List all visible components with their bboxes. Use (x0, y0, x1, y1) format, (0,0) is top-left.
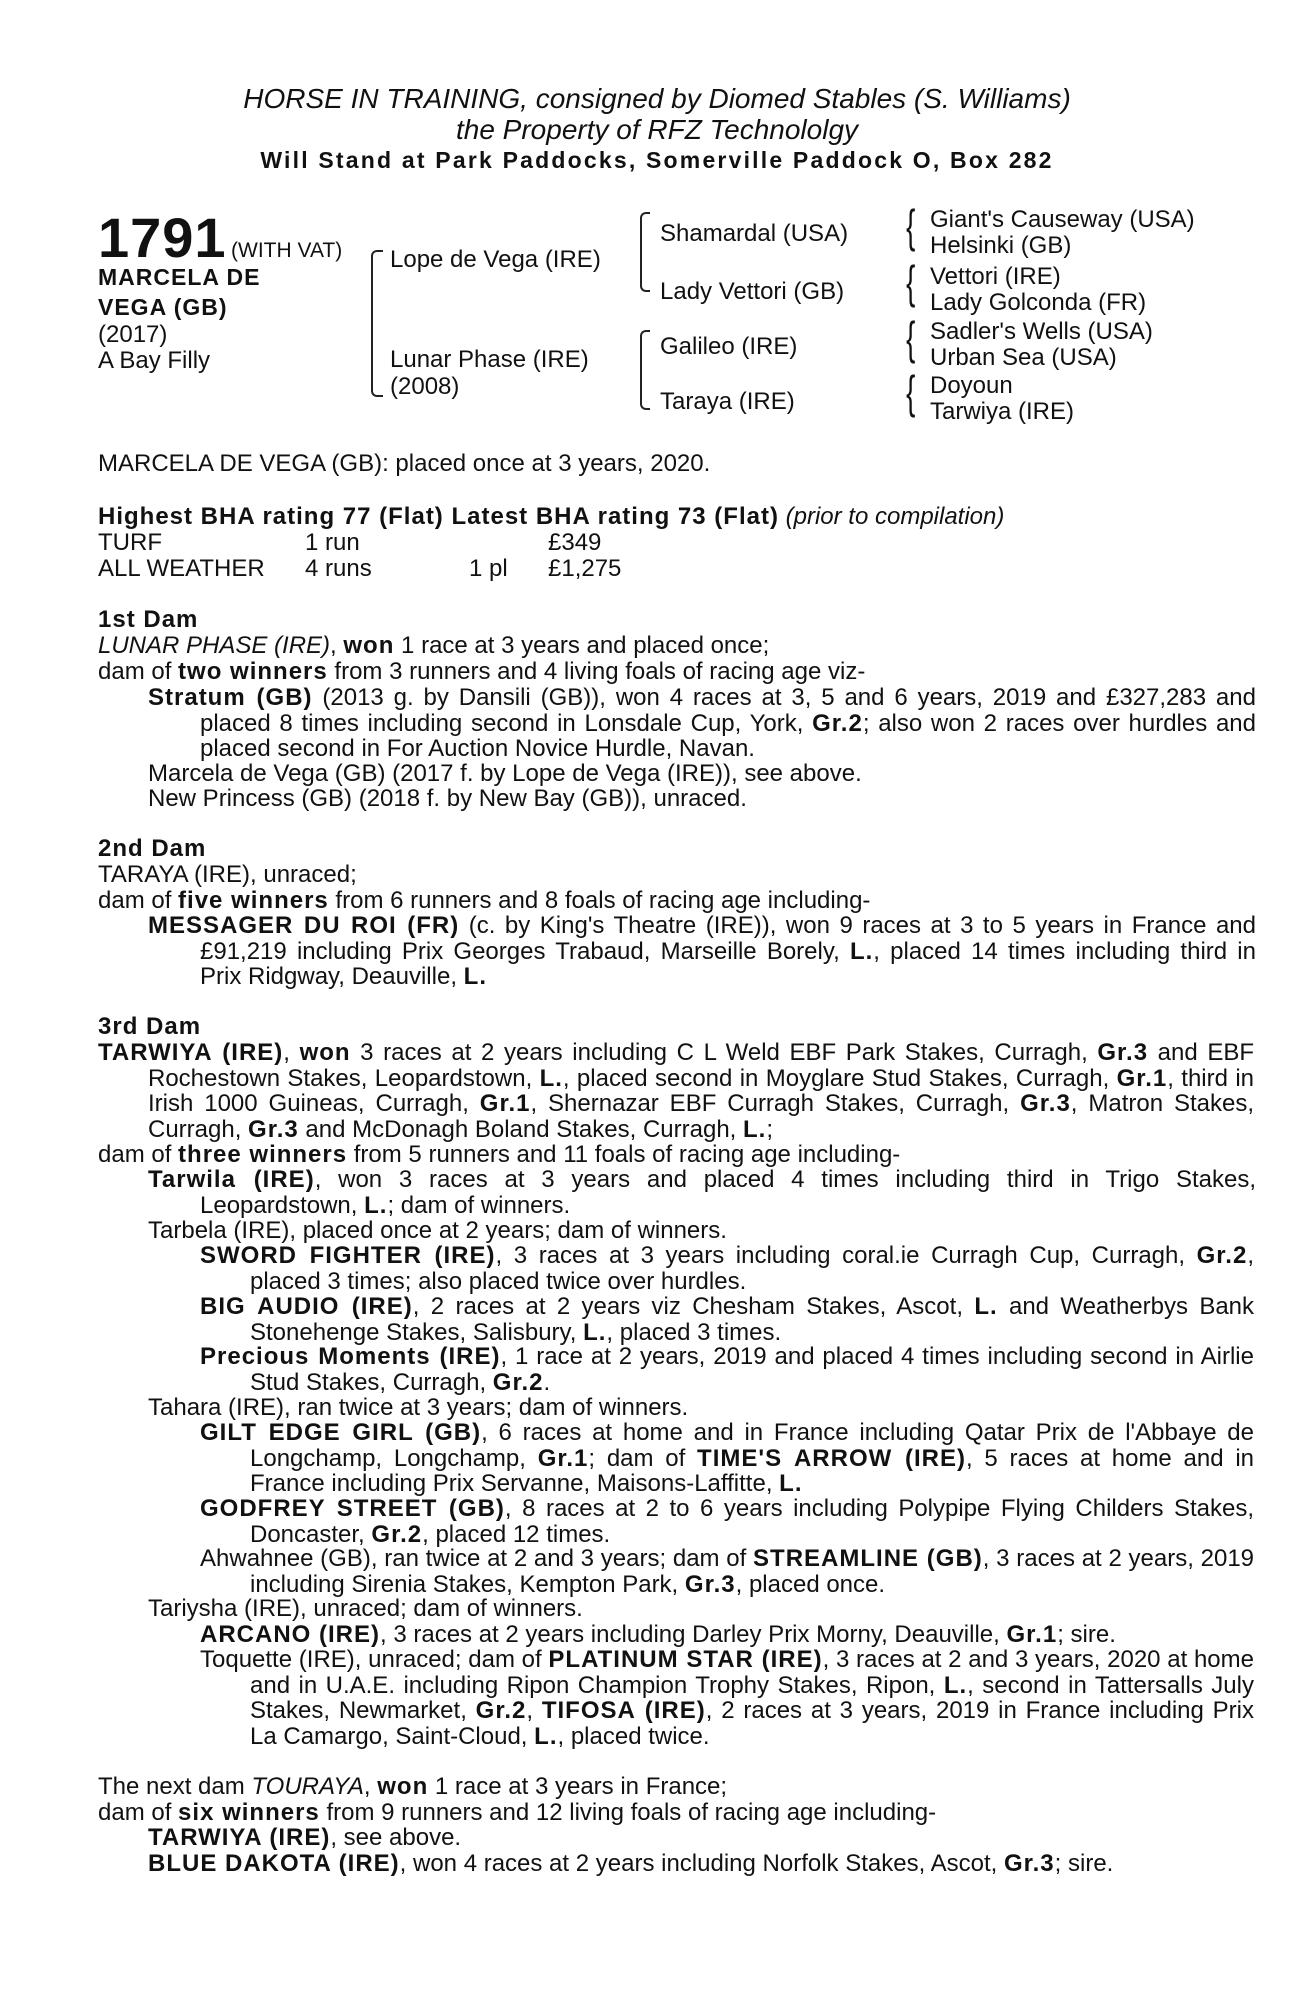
bha-ratings (98, 503, 1004, 531)
text: , placed 3 times; also placed twice over hurdles. (250, 1242, 1254, 1295)
marcela-entry: Marcela de Vega (GB) (2017 f. by Lope de Vega (IRE)), see above. (148, 760, 862, 787)
sire-dam-bracket (371, 250, 383, 397)
text: Ahwahnee (GB), ran twice at 2 and 3 years; dam of (200, 1545, 754, 1572)
text: , 3 races at 2 years, 2019 including Sirenia Stakes, Kempton Park, (250, 1545, 1255, 1598)
listed-label: L. (539, 1064, 563, 1092)
second-dam-line: TARAYA (IRE), unraced; (98, 861, 357, 888)
text: (c. by King's Theatre (IRE)), won 9 races at 3 to 5 years in France and £91,219 including Prix Georges Trabaud, Marseille Borely, (200, 912, 1257, 965)
dam-name: Lunar Phase (IRE) (390, 346, 589, 373)
sword-fighter-name: SWORD FIGHTER (IRE) (200, 1242, 496, 1269)
horse-description: A Bay Filly (98, 347, 211, 374)
lot-number-row (98, 205, 342, 270)
listed-label: L. (743, 1115, 767, 1143)
gilt-edge-girl-name: GILT EDGE GIRL (GB) (200, 1419, 482, 1446)
group-label: Gr.2 (492, 1368, 544, 1396)
toquette-entry (200, 1647, 1254, 1749)
winners-count: two winners (178, 658, 328, 685)
text: , second in Tattersalls July Stakes, Newmarket, (250, 1671, 1254, 1724)
text: and Weatherbys Bank Stonehenge Stakes, Salisbury, (250, 1293, 1255, 1346)
group-label: Gr.2 (475, 1697, 527, 1724)
brace-1: { (906, 200, 916, 252)
text: 3 races at 2 years including C L Weld EBF Park Stakes, Curragh, (350, 1039, 1098, 1066)
sdd-name: Lady Golconda (FR) (930, 289, 1147, 316)
won-label: won (299, 1039, 351, 1066)
group-label: Gr.1 (479, 1090, 531, 1117)
arcano-name: ARCANO (IRE) (200, 1621, 380, 1648)
tarwila-name: Tarwila (IRE) (148, 1166, 315, 1193)
horse-name-line1: MARCELA DE (98, 264, 261, 290)
won-label: won (343, 632, 395, 659)
dam-sire: Galileo (IRE) (660, 333, 798, 360)
precious-moments-name: Precious Moments (IRE) (200, 1343, 501, 1370)
text: from 3 runners and 4 living foals of racing age viz- (327, 658, 866, 685)
text: dam of (98, 887, 179, 914)
record-surface-1: ALL WEATHER (98, 555, 265, 582)
first-dam-record: 1 race at 3 years and placed once; (394, 632, 770, 659)
text: , placed once. (735, 1570, 886, 1598)
tarwiya-ref-name: TARWIYA (IRE) (148, 1824, 331, 1851)
blue-dakota-name: BLUE DAKOTA (IRE) (148, 1850, 400, 1877)
text: dam of (98, 1799, 179, 1826)
record-runs-1: 4 runs (305, 555, 372, 582)
group-label: Gr.3 (1020, 1090, 1071, 1117)
winners-count: three winners (178, 1141, 348, 1168)
listed-label: L. (583, 1318, 607, 1346)
text: , placed 12 times. (422, 1520, 611, 1548)
tarwiya-name: TARWIYA (IRE) (98, 1039, 284, 1066)
record-runs-0: 1 run (305, 529, 360, 556)
stabling-line: Will Stand at Park Paddocks, Somerville Paddock O, Box 282 (260, 147, 1054, 173)
next-dam-line (98, 1774, 1208, 1800)
group-label: Gr.3 (1003, 1850, 1055, 1877)
text: , won 3 races at 3 years and placed 4 times including third in Trigo Stakes, Leopardstown, (200, 1166, 1257, 1219)
third-dam-produce-line (98, 1142, 1208, 1168)
text: , see above. (330, 1824, 462, 1851)
dam-parents-bracket (640, 330, 650, 410)
tahara-entry: Tahara (IRE), ran twice at 3 years; dam of winners. (148, 1394, 689, 1421)
brace-2: { (906, 256, 916, 308)
listed-label: L. (463, 963, 487, 990)
stratum-name: Stratum (GB) (148, 684, 313, 711)
text: , 3 races at 3 years including coral.ie Curragh Cup, Curragh, (495, 1242, 1197, 1269)
tariysha-entry: Tariysha (IRE), unraced; dam of winners. (148, 1595, 583, 1622)
group-label: Gr.3 (684, 1570, 736, 1598)
text: ; dam of winners. (387, 1191, 571, 1219)
text: , Shernazar EBF Curragh Stakes, Curragh, (530, 1090, 1021, 1117)
record-prize-0: £349 (548, 529, 602, 556)
second-dam-heading: 2nd Dam (98, 835, 207, 862)
text: Toquette (IRE), unraced; dam of (200, 1646, 549, 1673)
text: and EBF Rochestown Stakes, Leopardstown, (148, 1039, 1254, 1092)
dam-dam: Taraya (IRE) (660, 388, 795, 415)
listed-label: L. (974, 1293, 998, 1320)
lot-number: 1791 (98, 206, 227, 269)
times-arrow-name: TIME'S ARROW (IRE) (697, 1444, 967, 1472)
won-label: won (377, 1773, 429, 1800)
listed-label: L. (849, 937, 874, 965)
tarbela-entry: Tarbela (IRE), placed once at 2 years; dam of winners. (148, 1217, 727, 1244)
ssd-name: Helsinki (GB) (930, 232, 1072, 259)
brace-4: { (906, 366, 916, 418)
text: from 6 runners and 8 foals of racing age including- (328, 887, 871, 914)
text: , won 4 races at 2 years including Norfolk Stakes, Ascot, (399, 1850, 1004, 1877)
text: , 8 races at 2 to 6 years including Polypipe Flying Childers Stakes, Doncaster, (250, 1495, 1254, 1548)
record-prize-1: £1,275 (548, 555, 622, 582)
touraya-name: TOURAYA (251, 1773, 364, 1800)
text: . (543, 1368, 551, 1396)
ddd-name: Tarwiya (IRE) (930, 398, 1075, 425)
godfrey-street-name: GODFREY STREET (GB) (200, 1495, 505, 1522)
text: , placed 3 times. (606, 1318, 782, 1346)
gilt-edge-girl-entry (200, 1420, 1254, 1497)
foaling-year: (2017) (98, 321, 168, 348)
text: (2013 g. by Dansili (GB)), won 4 races at 3, 5 and 6 years, 2019 and £327,283 and placed 8 times including second in Lonsdale Cup, York, (200, 684, 1256, 737)
listed-label: L. (534, 1722, 558, 1750)
tarwila-entry (148, 1167, 1256, 1218)
text: from 9 runners and 12 living foals of racing age including- (319, 1799, 937, 1826)
text: from 5 runners and 11 foals of racing age including- (347, 1141, 901, 1168)
text: , Matron Stakes, Curragh, (148, 1090, 1255, 1143)
third-dam-heading: 3rd Dam (98, 1013, 202, 1040)
group-label: Gr.3 (1097, 1039, 1149, 1066)
messager-entry (148, 913, 1256, 990)
text: , (526, 1697, 542, 1724)
sire-name: Lope de Vega (IRE) (390, 246, 601, 273)
next-dam-produce-line (98, 1800, 1208, 1826)
sire-parents-bracket (640, 212, 650, 292)
text: , placed 14 times including third in Prix Ridgway, Deauville, (200, 937, 1256, 990)
sds-name: Vettori (IRE) (930, 263, 1061, 290)
brace-3: { (906, 312, 916, 364)
text: and McDonagh Boland Stakes, Curragh, (298, 1115, 744, 1143)
listed-label: L. (943, 1671, 968, 1699)
godfrey-street-entry (200, 1496, 1254, 1547)
dss-name: Sadler's Wells (USA) (930, 318, 1153, 345)
ahwahnee-entry (200, 1546, 1254, 1597)
messager-name: MESSAGER DU ROI (FR) (148, 912, 460, 939)
text: , 1 race at 2 years, 2019 and placed 4 times including second in Airlie Stud Stakes, Curragh, (250, 1343, 1254, 1396)
tifosa-name: TIFOSA (IRE) (541, 1697, 706, 1724)
first-dam-heading: 1st Dam (98, 606, 199, 633)
sire-dam: Lady Vettori (GB) (660, 278, 845, 305)
text: dam of (98, 1141, 179, 1168)
first-dam-line: LUNAR PHASE (IRE), won 1 race at 3 years and placed once; (98, 632, 770, 659)
second-dam-produce-line (98, 888, 1208, 914)
winners-count: five winners (178, 887, 329, 914)
blue-dakota-entry (148, 1851, 1113, 1877)
tarwiya-reference (148, 1825, 461, 1851)
ratings-note: (prior to compilation) (785, 503, 1005, 530)
group-label: Gr.2 (1196, 1242, 1248, 1269)
text: dam of (98, 658, 179, 685)
first-dam-produce-line (98, 659, 1208, 685)
text: , (363, 1773, 378, 1800)
listed-label: L. (364, 1191, 388, 1219)
text: , placed twice. (557, 1722, 710, 1750)
text: , placed second in Moyglare Stud Stakes, Curragh, (562, 1064, 1117, 1092)
record-surface-0: TURF (98, 529, 162, 556)
property-line: the Property of RFZ Technololgy (455, 114, 859, 145)
tarwiya-entry: TARWIYA (IRE), won 3 races at 2 years including C L Weld EBF Park Stakes, Curragh, Gr.3 and EBF Rochestown Stakes, Leopardstown, L., placed second in Moyglare Stud Stakes, Curragh, Gr.1, third in Irish 1000 Guineas, Curragh, Gr.1, Shernazar EBF Curragh Stakes, Curragh, Gr.3, Matron Stakes, Curragh, Gr.3 and McDonagh Boland Stakes, Curragh, L.; (98, 1039, 1255, 1143)
group-label: Gr.2 (812, 709, 863, 737)
text: , 2 races at 3 years, 2019 in France including Prix La Camargo, Saint-Cloud, (250, 1697, 1255, 1750)
text: , 3 races at 2 and 3 years, 2020 at home and in U.A.E. including Ripon Champion Trophy Stakes, Ripon, (250, 1646, 1254, 1699)
group-label: Gr.2 (371, 1520, 423, 1548)
dds-name: Doyoun (930, 372, 1013, 399)
text: , third in Irish 1000 Guineas, Curragh, (148, 1064, 1254, 1117)
text: The next dam (98, 1773, 252, 1800)
group-label: Gr.3 (248, 1115, 299, 1143)
text: , 5 races at home and in France including Prix Servanne, Maisons-Laffitte, (250, 1444, 1255, 1497)
text: ; dam of (588, 1444, 698, 1472)
platinum-star-name: PLATINUM STAR (IRE) (548, 1646, 823, 1673)
text: 1 race at 3 years in France; (428, 1773, 728, 1800)
text: , 3 races at 2 years including Darley Prix Morny, Deauville, (380, 1621, 1007, 1648)
text: ; sire. (1054, 1850, 1114, 1877)
group-label: Gr.1 (1116, 1064, 1168, 1092)
sword-fighter-entry (200, 1243, 1254, 1294)
precious-moments-entry (200, 1344, 1254, 1395)
big-audio-name: BIG AUDIO (IRE) (200, 1293, 413, 1320)
first-dam-name: LUNAR PHASE (IRE) (98, 632, 331, 659)
ratings-bold: Highest BHA rating 77 (Flat) Latest BHA rating 73 (Flat) (98, 503, 779, 530)
stratum-entry (148, 685, 1256, 762)
text: , 2 races at 2 years viz Chesham Stakes, Ascot, (412, 1293, 975, 1320)
dsd-name: Urban Sea (USA) (930, 344, 1117, 371)
record-placings-1: 1 pl (469, 555, 508, 582)
text: , 6 races at home and in France including Qatar Prix de l'Abbaye de Longchamp, Longchamp, (250, 1419, 1254, 1472)
text: ; (766, 1115, 774, 1143)
sss-name: Giant's Causeway (USA) (930, 206, 1195, 233)
new-princess-entry: New Princess (GB) (2018 f. by New Bay (GB)), unraced. (148, 785, 747, 812)
big-audio-entry (200, 1294, 1254, 1345)
race-summary: MARCELA DE VEGA (GB): placed once at 3 years, 2020. (98, 450, 711, 477)
group-label: Gr.1 (1006, 1621, 1058, 1648)
streamline-name: STREAMLINE (GB) (753, 1545, 983, 1572)
dam-year: (2008) (390, 373, 460, 400)
listed-label: L. (779, 1470, 803, 1497)
sire-sire: Shamardal (USA) (660, 220, 849, 247)
horse-name-line2: VEGA (GB) (98, 294, 228, 320)
arcano-entry (200, 1622, 1204, 1648)
text: ; sire. (1057, 1621, 1116, 1648)
group-label: Gr.1 (537, 1444, 589, 1472)
winners-count: six winners (178, 1799, 320, 1826)
consignor-line: HORSE IN TRAINING, consigned by Diomed Stables (S. Williams) (243, 83, 1071, 114)
text: ; also won 2 races over hurdles and placed second in For Auction Novice Hurdle, Navan. (200, 709, 1256, 762)
vat-note: (WITH VAT) (231, 239, 343, 262)
